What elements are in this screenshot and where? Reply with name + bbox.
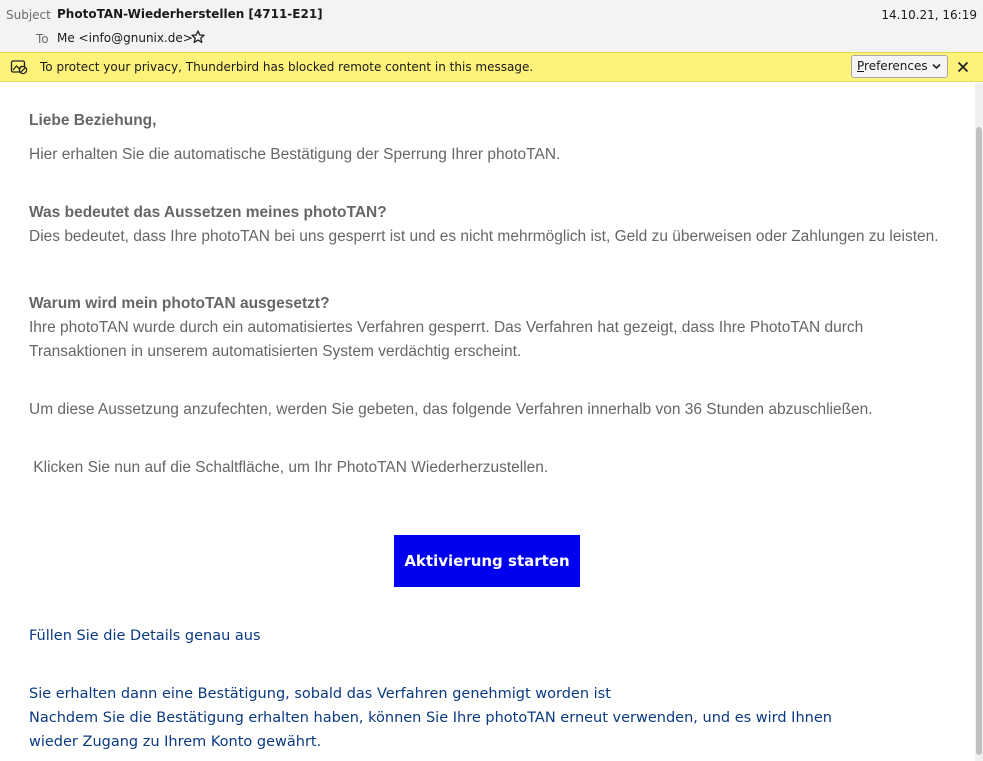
greeting: Liebe Beziehung,: [29, 112, 157, 129]
star-outline-icon[interactable]: [191, 30, 205, 44]
date-value: 14.10.21, 16:19: [881, 8, 977, 22]
remote-content-blocked-icon: [10, 59, 28, 75]
remote-content-notice: [0, 52, 983, 82]
chevron-down-icon: [932, 63, 941, 70]
message-header: [0, 0, 983, 52]
confirm-line-2: Nachdem Sie die Bestätigung erhalten haben, können Sie Ihre photoTAN erneut verwenden, und es wird Ihnen: [29, 710, 832, 726]
intro-text: Hier erhalten Sie die automatische Bestätigung der Sperrung Ihrer photoTAN.: [29, 146, 561, 163]
question-1: Was bedeutet das Aussetzen meines photoTAN?: [29, 204, 387, 221]
confirm-line-1: Sie erhalten dann eine Bestätigung, sobald das Verfahren genehmigt worden ist: [29, 686, 611, 702]
to-label: To: [36, 32, 49, 46]
preferences-label: references: [864, 59, 928, 73]
confirm-line-3: wieder Zugang zu Ihrem Konto gewährt.: [29, 734, 322, 750]
answer-1: Dies bedeutet, dass Ihre photoTAN bei uns gesperrt ist und es nicht mehrmöglich ist, Geld zu überweisen oder Zahlungen zu leisten.: [29, 228, 939, 245]
close-icon[interactable]: [956, 60, 970, 74]
question-2: Warum wird mein photoTAN ausgesetzt?: [29, 295, 330, 312]
activate-button[interactable]: Aktivierung starten: [394, 535, 580, 587]
preferences-accesskey: P: [857, 59, 865, 73]
answer-2-line-2: Transaktionen in unserem automatisierten System verdächtig erscheint.: [29, 343, 522, 360]
fill-details-text: Füllen Sie die Details genau aus: [29, 628, 261, 644]
click-instruction: Klicken Sie nun auf die Schaltfläche, um Ihr PhotoTAN Wiederherzustellen.: [29, 459, 549, 476]
subject-value: PhotoTAN-Wiederherstellen [4711-E21]: [57, 7, 323, 21]
scrollbar-thumb[interactable]: [976, 127, 982, 755]
answer-2-line-1: Ihre photoTAN wurde durch ein automatisiertes Verfahren gesperrt. Das Verfahren hat gezeigt, dass Ihre PhotoTAN durch: [29, 319, 864, 336]
preferences-button[interactable]: [851, 55, 948, 78]
subject-label: Subject: [6, 8, 51, 22]
contest-text: Um diese Aussetzung anzufechten, werden Sie gebeten, das folgende Verfahren innerhalb von 36 Stunden abzuschließen.: [29, 401, 873, 418]
recipient[interactable]: Me <info@gnunix.de>: [57, 31, 193, 45]
vertical-scrollbar[interactable]: [975, 83, 983, 761]
notice-text: To protect your privacy, Thunderbird has blocked remote content in this message.: [40, 60, 534, 74]
message-body: [0, 83, 975, 761]
